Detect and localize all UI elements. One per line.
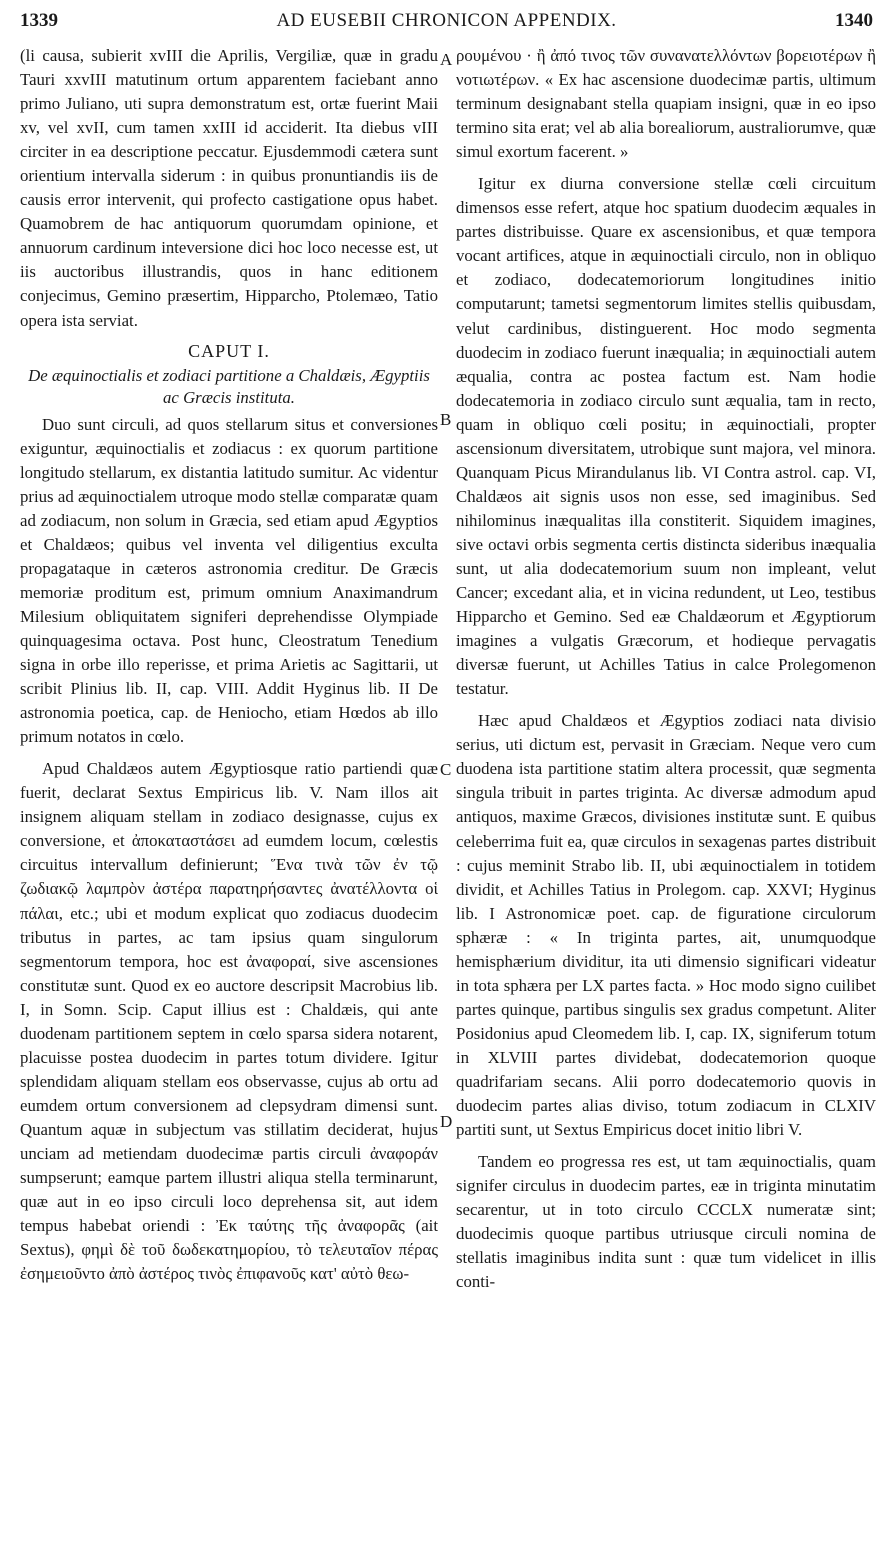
right-paragraph-4: Tandem eo progressa res est, ut tam æquinoctialis, quam signifer circulus in duodecim partes, eæ in triginta minutatim secarentur, ut in toto circulo CCCLX numeratæ sint; duodecimis quoque partibus utriusque circuli nomina de stellatis imaginibus indita sunt : quæ tum videlicet in illis conti-: [456, 1152, 876, 1292]
left-column: [20, 44, 438, 1286]
page-number-left: 1339: [20, 10, 58, 31]
right-paragraph-3: Hæc apud Chaldæos et Ægyptios zodiaci nata divisio serius, uti dictum est, pervasit in Græciam. Neque vero cum duodena ista partitione statim altera processit, quæ segmenta singula tribuit in partes triginta. Ac diversæ admodum apud antiquos, maxime Græcos, divisiones institutæ sunt. E quibus celeberrima fuit ea, quæ circulos in sexagenas partes distribuit : cujus meminit Strabo lib. II, ubi æquinoctialem in totidem dividit, et Achilles Tatius in Prolegom. cap. XXVI; Hyginus lib. I Astronomicæ poet. cap. de figuratione circulorum sphæræ : « In triginta partes, ait, unumquodque hemisphærium dividitur, ita uti dimensio significari videatur in tota sphæra per LX partes facta. » Hoc modo signo cuilibet partes quinque, partibus singulis sex gradus competunt. Aliter Posidonius apud Cleomedem lib. I, cap. IX, signiferum totum in XLVIII partes dividebat, dodecatemorion quoque quadrifariam secans. Alii porro dodecatemorio quovis in duodecim partes alias diviso, totum zodiacum in CLXIV partiti sunt, ut Sextus Empiricus docet initio libri V.: [456, 711, 876, 1140]
margin-letter-a: A: [440, 50, 453, 69]
left-paragraph-1: (li causa, subierit xvIII die Aprilis, Vergiliæ, quæ in gradu Tauri xxvIII matutinum ortum apparentem faciebant anno primo Juliano, uti supra demonstratum est, ortæ fuerint Maii xv, vel xvII, cum tamen xxIII id acciderit. Ita diebus vIII circiter in ea descriptione peccatur. Ejusdemmodi cætera sunt orientium intervalla siderum : in quibus pronuntiandis iis de causis error intervenit, qui profecto castigatione opus habet. Quamobrem de hac antiquorum quorumdam opinione, et annuorum cardinum inteversione dici hoc loco necesse est, ut iis auctoribus illustrandis, quos in hanc editionem conjecimus, Gemino præsertim, Hipparcho, Ptolemæo, Tatio opera ista serviat.: [20, 46, 438, 330]
margin-letter-c: C: [440, 760, 452, 779]
page-header: [20, 10, 873, 38]
right-paragraph-1: ρουμένου · ἢ ἀπό τινος τῶν συνανατελλόντων βορειοτέρων ἢ νοτιωτέρων. « Ex hac ascensione duodecimæ partis, ultimum terminum designabant stella quapiam insigni, quæ in eo ipso termino sita erat; vel ab alia borealiorum, australiorumve, quæ simul exortum facerent. »: [456, 46, 876, 162]
right-paragraph-2: Igitur ex diurna conversione stellæ cœli circuitum dimensos esse refert, atque hoc spatium duodecim æquales in partes distribuisse. Quare ex ascensionibus, et quæ tempora vocant artifices, atque in æquinoctiali circulo, non in obliquo et zodiaco, dodecatemoriorum longitudines initio computarunt; tametsi segmentorum limites stellis quibusdam, velut cardinibus, distinguerent. Hoc modo segmenta duodecim in zodiaco fuerunt inæqualia; in æquinoctiali autem æqualia, contra ac postea factum est. Nam hodie dodecatemoria in zodiaco circulo sunt æqualia, tam in recto, quam in obliquo cœli positu; in æquinoctiali, propter ascensionum diversitatem, utrobique sunt majora, vel minora. Quanquam Picus Mirandulanus lib. VI Contra astrol. cap. VI, Chaldæos ait signis usos non esse, sed imaginibus. Sed nihilominus inæqualitas illa constiterit. Siquidem imagines, sive octavi orbis segmenta certis distincta sideribus inæqualia sunt, ut alia dodecatemorium suum non impleant, velut Cancer; excedant alia, et in vicina redundent, ut Leo, testibus Hipparcho et Gemino. Sed eæ Chaldæorum et Ægyptiorum imagines a vulgatis Græcorum, et hodieque pervagatis diversæ fuerunt, ut Achilles Tatius in calce Prolegomenon testatur.: [456, 174, 876, 699]
chapter-title: CAPUT I.: [188, 340, 270, 361]
left-paragraph-3: Apud Chaldæos autem Ægyptiosque ratio partiendi quæ fuerit, declarat Sextus Empiricus lib. V. Nam illos ait insignem aliquam stellam in zodiaco designasse, cujus ex conversione, et ἀποκαταστάσει ad eumdem locum, cœlestis circuitus intervallum definierunt; Ἕνα τινὰ τῶν ἐν τῷ ζωδιακῷ λαμπρὸν ἀστέρα παρατηρήσαντες ἀνατέλλοντα οἱ πάλαι, etc.; ubi et modum explicat quo zodiacus duodecim tributus in partes, ac tam ipsius quam singulorum segmentorum tempora, hoc est ἀναφοραί, sive ascensiones constitutæ sunt. Quod ex eo auctore descripsit Macrobius lib. I, in Somn. Scip. Caput illius est : Chaldæis, qui ante duodenam partitionem septem in cœlo sparsa sidera notarent, placuisse postea duodecim in partes totum dividere. Igitur splendidam aliquam stellam eos observasse, cujus ab ortu ad eumdem ortum conversionem ad clepsydram dimensi sunt. Quantum aquæ in subjectum vas stillatim deciderat, hujus unciam ad metiendam duodecimæ partis circuli ἀναφοράν sumpserunt; eamque partem illustri aliqua stella terminarunt, quæ aut in eo ipso circuli loco deprehensa sit, aut idem tempus habebat oriendi : Ἐκ ταύτης τῆς ἀναφορᾶς (ait Sextus), φημὶ δὲ τοῦ δωδεκατημορίου, τὸ τελευταῖον πέρας ἐσημειοῦντο ἀπὸ ἀστέρος τινὸς ἐπιφανοῦς κατ' αὐτὸ θεω-: [20, 759, 438, 1284]
chapter-subtitle: De æquinoctialis et zodiaci partitione a Chaldæis, Ægyptiis ac Græcis instituta.: [28, 365, 430, 407]
margin-letter-b: B: [440, 410, 452, 429]
page-number-right: 1340: [835, 10, 873, 31]
left-paragraph-2: Duo sunt circuli, ad quos stellarum situs et conversiones exiguntur, æquinoctialis et zodiacus : ex quorum partitione longitudo stellarum, ex distantia latitudo sumitur. Ac videntur prius ad æquinoctialem utroque modo stellæ comparatæ quam ad zodiacum, non solum in Græcia, sed etiam apud Ægyptios et Chaldæos; quibus vel inventa vel diligentius exculta propagataque in cæteros astronomia creditur. De Græcis memoriæ proditum est, primum omnium Anaximandrum Milesium obliquitatem signiferi deprehendisse Olympiade quinquagesima octava. Post hunc, Cleostratum Tenedium signa in orbe illo reperisse, et prima Arietis ac Sagittarii, ut scribit Plinius lib. II, cap. VIII. Addit Hyginus lib. II De astronomia poetica, cap. de Heniocho, etiam Hœdos ab illo primum notatos in cœlo.: [20, 414, 438, 747]
margin-letter-d: D: [440, 1112, 453, 1131]
running-title: AD EUSEBII CHRONICON APPENDIX.: [276, 10, 617, 31]
right-column: [456, 44, 876, 1294]
